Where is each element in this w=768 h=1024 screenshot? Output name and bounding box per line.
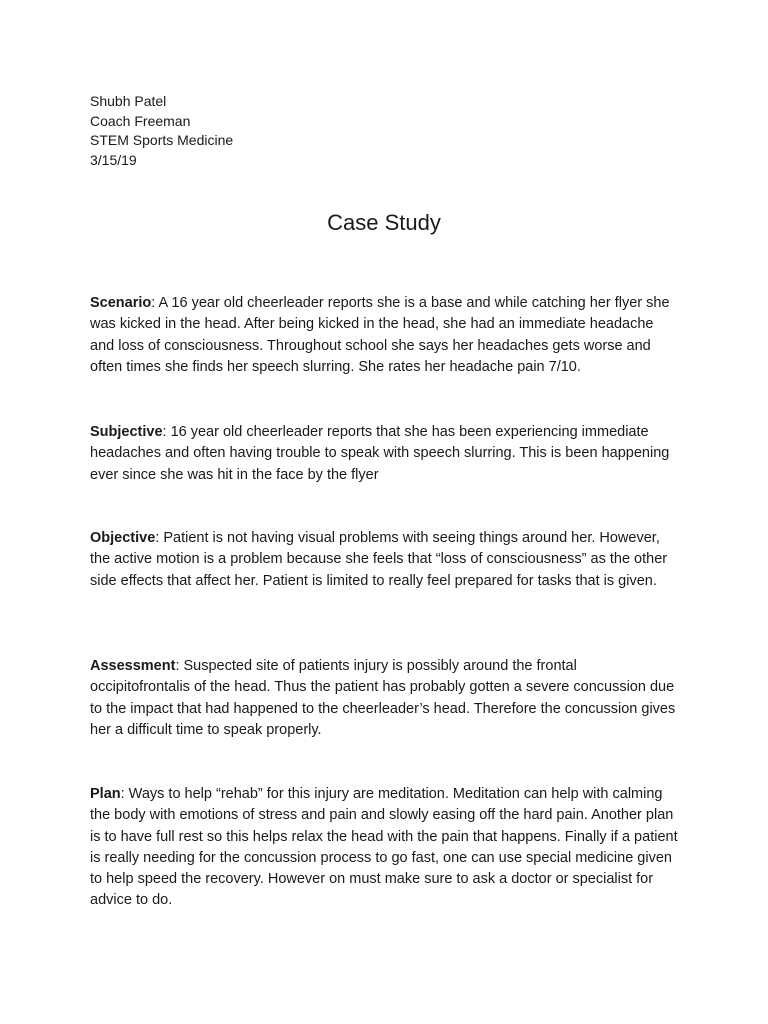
objective-label: Objective [90,530,156,546]
assessment-paragraph [90,656,680,741]
assessment-text: : Suspected site of patients injury is possibly around the frontal occipitofrontalis of the head. Thus the patient has probably gotten a severe concussion due to the impact that had happened to the cheerleader’s head. Therefore the concussion gives her a difficult time to speak properly. [90,658,676,738]
plan-paragraph [90,784,680,912]
teacher-name: Coach Freeman [90,112,191,129]
assessment-label: Assessment [90,658,176,674]
scenario-text: : A 16 year old cheerleader reports she is a base and while catching her flyer she was kicked in the head. After being kicked in the head, she had an immediate headache and loss of consciousness. Throughout school she says her headaches gets worse and often times she finds her speech slurring. She rates her headache pain 7/10. [90,295,670,375]
document-header [90,92,233,170]
plan-text: : Ways to help “rehab” for this injury are meditation. Meditation can help with calming the body with emotions of stress and pain and slowly easing off the hard pain. Another plan is to have full rest so this helps relax the head with the pain that happens. Finally if a patient is really needing for the concussion process to go fast, one can use special medicine given to help speed the recovery. However on must make sure to ask a doctor or specialist for advice to do. [90,786,678,909]
plan-label: Plan [90,786,121,802]
course-name: STEM Sports Medicine [90,132,234,148]
objective-paragraph [90,528,680,592]
objective-text: : Patient is not having visual problems with seeing things around her. However, the active motion is a problem because she feels that “loss of consciousness” as the other side effects that affect her. Patient is limited to really feel prepared for tasks that is given. [90,530,668,589]
scenario-label: Scenario [90,295,152,311]
subjective-text: : 16 year old cheerleader reports that she has been experiencing immediate headaches and often having trouble to speak with speech slurring. This is been happening ever since she was hit in the face by the flyer [90,424,670,483]
subjective-paragraph [90,422,680,486]
scenario-paragraph [90,293,680,378]
document-date: 3/15/19 [90,151,137,168]
document-title: Case Study [327,210,441,235]
author-name: Shubh Patel [90,93,167,109]
subjective-label: Subjective [90,424,163,440]
